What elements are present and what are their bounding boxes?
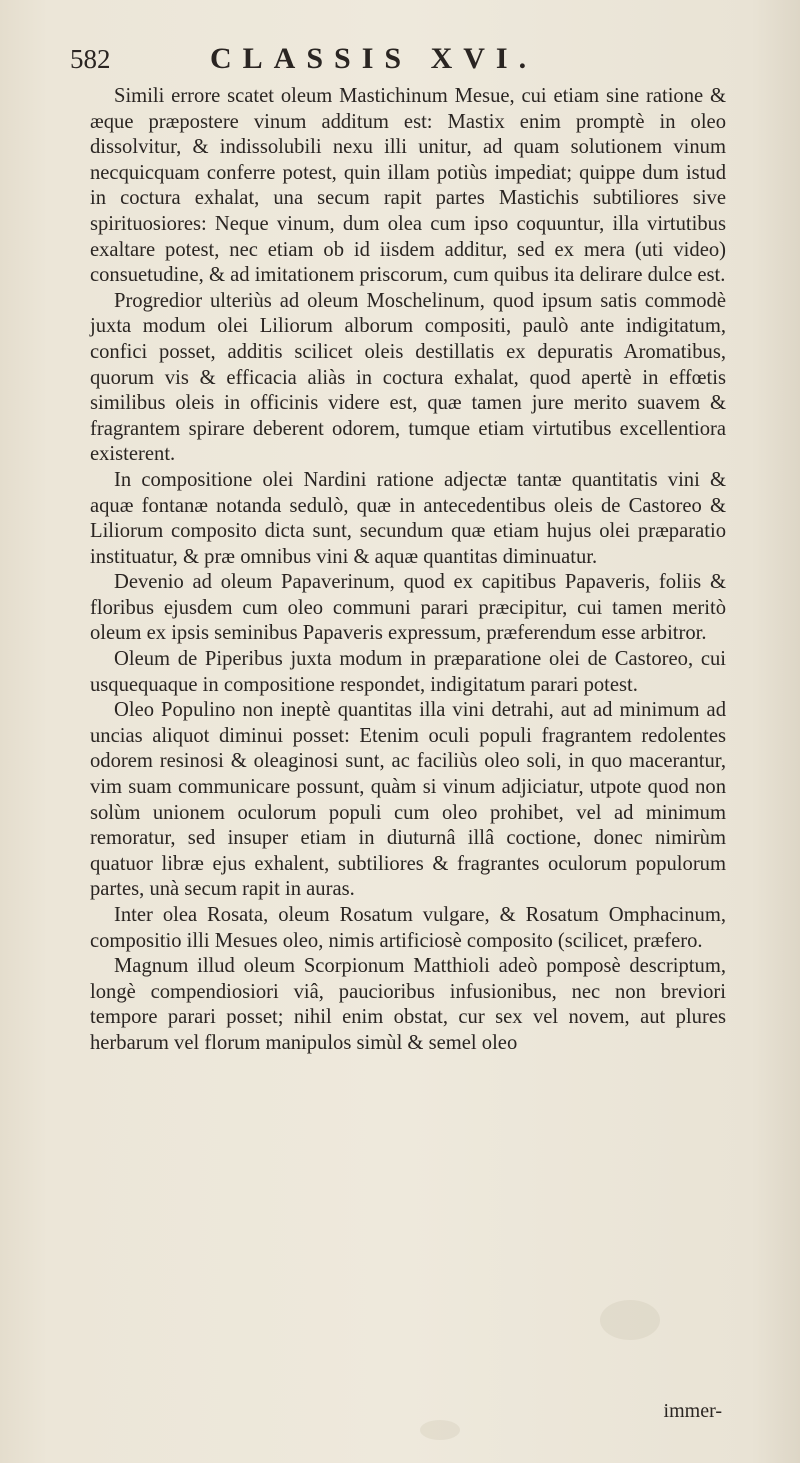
running-title: CLASSIS XVI. xyxy=(210,42,538,75)
paragraph: Oleo Populino non ineptè quantitas illa vini detrahi, aut ad minimum ad uncias aliquot diminui posset: Etenim oculi populi fragrantem redolentes odorem resinosi & oleaginosi sunt, ac faciliùs oleo soli, in quo macerantur, vim suam communicare possunt, quàm si vinum adjiciatur, utpote quod non solùm unionem oculorum populi cum oleo prohibet, vel ad minimum remoratur, sed insuper etiam in diuturnâ illâ coctione, donec nimirùm quatuor libræ ejus exhalent, subtiliores & fragrantes oculorum populorum partes, unà secum rapit in auras. xyxy=(90,699,726,901)
paper-stain xyxy=(420,1420,460,1440)
paragraph: Magnum illud oleum Scorpionum Matthioli adeò pomposè descriptum, longè compendiosiori viâ, paucioribus infusionibus, nec non breviori tempore parari posset; nihil enim obstat, cur sex vel novem, aut plures herbarum vel florum manipulos simùl & semel oleo xyxy=(90,955,726,1054)
body-text xyxy=(90,84,726,1057)
paragraph: In compositione olei Nardini ratione adjectæ tantæ quantitatis vini & aquæ fontanæ notanda sedulò, quæ in antecedentibus oleis de Castoreo & Liliorum composito dicta sunt, secundum quæ etiam hujus olei præparatio instituatur, & præ omnibus vini & aquæ quantitas diminuatur. xyxy=(90,468,726,568)
paper-stain xyxy=(600,1300,660,1340)
page-number: 582 xyxy=(70,44,111,74)
paragraph: Inter olea Rosata, oleum Rosatum vulgare, & Rosatum Omphacinum, compositio illi Mesues oleo, nimis artificiosè composito (scilicet, præfero. xyxy=(90,904,726,952)
paragraph: Devenio ad oleum Papaverinum, quod ex capitibus Papaveris, foliis & floribus ejusdem cum oleo communi parari præcipitur, cui tamen meritò oleum ex ipsis seminibus Papaveris expressum, præferendum esse arbitror. xyxy=(90,571,726,645)
catchword: immer- xyxy=(663,1400,722,1422)
paragraph: Oleum de Piperibus juxta modum in præparatione olei de Castoreo, cui usquequaque in compositione respondet, indigitatum parari potest. xyxy=(90,648,726,696)
paragraph: Progredior ulteriùs ad oleum Moschelinum, quod ipsum satis commodè juxta modum olei Liliorum alborum compositi, paulò ante indigitatum, confici posset, additis scilicet oleis destillatis ex depuratis Aromatibus, quorum vis & efficacia aliàs in coctura exhalat, quod apertè in effœtis similibus oleis in officinis videre est, quæ tamen jure merito suavem & fragrantem spirare deberent odorem, tumque etiam virtutibus excellentiora existerent. xyxy=(90,289,726,466)
paragraph: Simili errore scatet oleum Mastichinum Mesue, cui etiam sine ratione & æque præpostere vinum additum est: Mastix enim promptè in oleo dissolvitur, & indissolubili nexu illi unitur, ad quam solutionem vinum necquicquam conferre potest, quin illam potiùs impediat; quippe dum istud in coctura exhalat, una secum rapit partes Mastichis subtiliores sive spirituosiores: Neque vinum, dum olea cum ipso coquuntur, illa virtutibus exaltare potest, nec etiam ob id iisdem additur, sed ex mera (uti video) consuetudine, & ad imitationem priscorum, cum quibus ita delirare dulce est. xyxy=(90,85,726,287)
page-header xyxy=(70,44,710,84)
